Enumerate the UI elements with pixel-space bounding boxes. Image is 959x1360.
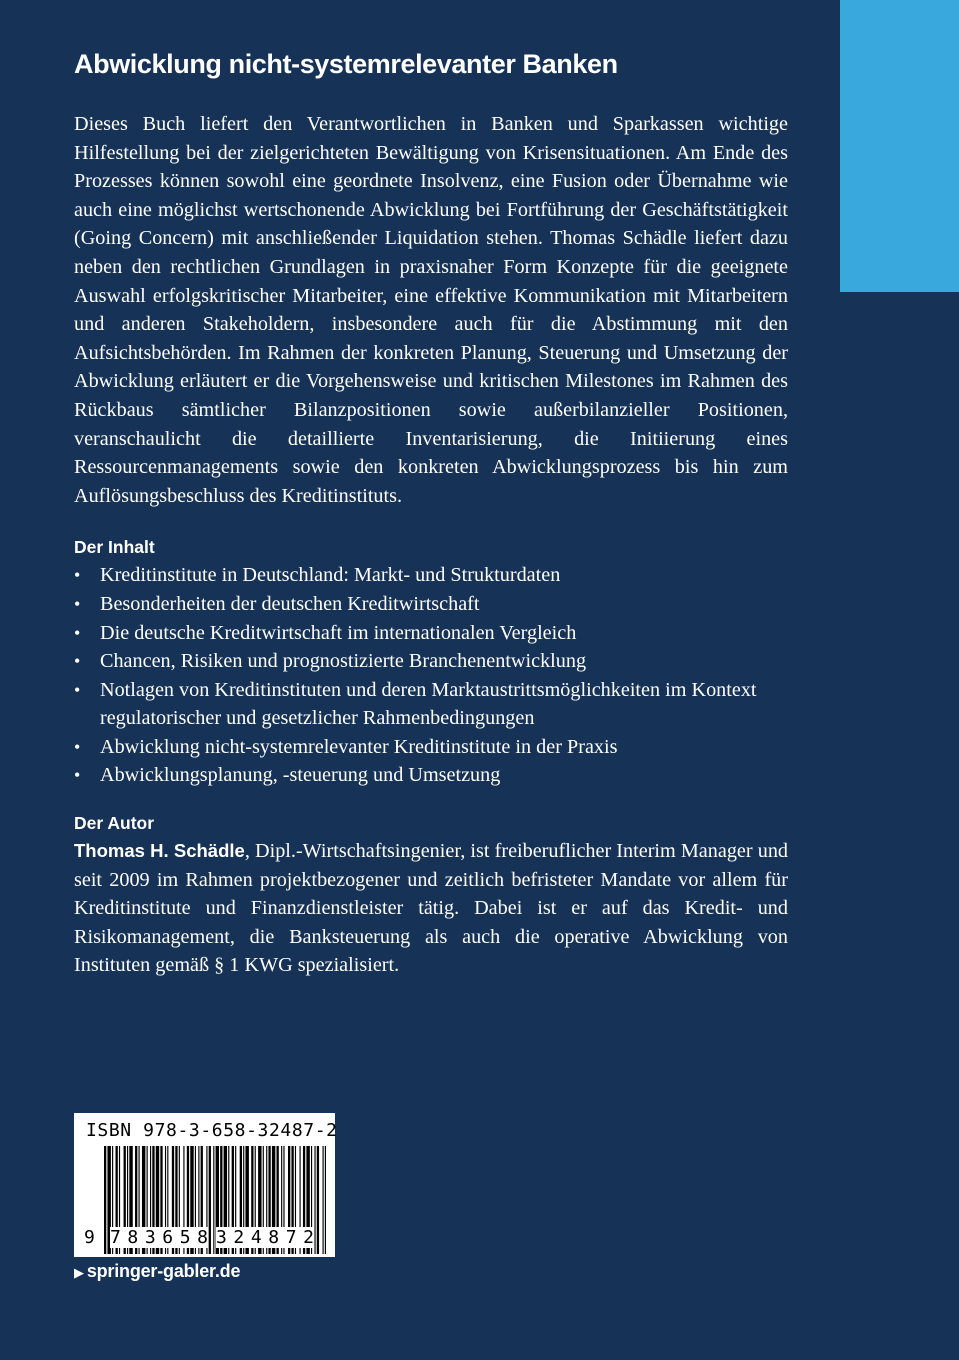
book-title: Abwicklung nicht-systemrelevanter Banken xyxy=(74,49,618,79)
ean-digit: 8 xyxy=(127,1227,139,1248)
accent-bar xyxy=(840,0,959,292)
contents-list xyxy=(74,561,788,790)
barcode-bar xyxy=(209,1146,211,1254)
list-item: • Kreditinstitute in Deutschland: Markt- und Strukturdaten xyxy=(74,561,788,590)
ean-left-digits xyxy=(110,1227,208,1248)
author-name: Thomas H. Schädle xyxy=(74,840,245,862)
ean-digit: 2 xyxy=(303,1227,314,1248)
barcode-bar xyxy=(323,1146,324,1254)
list-item: • Die deutsche Kreditwirtschaft im internationalen Vergleich xyxy=(74,619,788,648)
ean-digit: 7 xyxy=(110,1227,121,1248)
list-item: • Abwicklungsplanung, -steuerung und Umsetzung xyxy=(74,761,788,790)
barcode-bar xyxy=(213,1146,214,1254)
ean-digit: 8 xyxy=(197,1227,208,1248)
ean-digit: 3 xyxy=(144,1227,156,1248)
ean-digit: 8 xyxy=(268,1227,280,1248)
barcode-bar xyxy=(317,1146,319,1254)
back-cover-content xyxy=(74,44,788,980)
ean-digit: 4 xyxy=(250,1227,262,1248)
list-item: • Chancen, Risiken und prognostizierte Branchenentwicklung xyxy=(74,647,788,676)
isbn-label: ISBN 978-3-658-32487-2 xyxy=(86,1120,338,1141)
barcode-bar xyxy=(104,1146,106,1254)
triangle-right-icon: ▶ xyxy=(74,1265,84,1280)
isbn-barcode xyxy=(74,1113,338,1257)
ean-digit: 7 xyxy=(285,1227,297,1248)
publisher-website[interactable] xyxy=(74,1261,240,1282)
ean-digit: 2 xyxy=(233,1227,245,1248)
barcode-bar xyxy=(314,1146,315,1254)
ean-digit: 5 xyxy=(179,1227,191,1248)
website-text: springer-gabler.de xyxy=(86,1261,241,1281)
ean-digit: 3 xyxy=(216,1227,227,1248)
author-heading: Der Autor xyxy=(74,813,155,834)
list-item: • Abwicklung nicht-systemrelevanter Kreditinstitute in der Praxis xyxy=(74,733,788,762)
contents-heading: Der Inhalt xyxy=(74,537,155,558)
book-description: Dieses Buch liefert den Verantwortlichen in Banken und Sparkassen wichtige Hilfestellung bei der zielgerichteten Bewältigung von Krisensituationen. Am Ende des Prozesses können sowohl eine geordnete Insolvenz, eine Fusion oder Übernahme wie auch eine möglichst wertschonende Abwicklung bei Fortführung der Geschäftstätigkeit (Going Concern) mit anschließender Liquidation stehen. Thomas Schädle liefert dazu neben den rechtlichen Grundlagen in praxisnaher Form Konzepte für die geeignete Auswahl erfolgskritischer Mitarbeiter, eine effektive Kommunikation mit Mitarbeitern und anderen Stakeholdern, insbesondere auch für die Abstimmung mit den Aufsichtsbehörden. Im Rahmen der konkreten Planung, Steuerung und Umsetzung der Abwicklung erläutert er die Vorgehensweise und kritischen Milestones im Rahmen des Rückbaus sämtlicher Bilanzpositionen sowie außerbilanzieller Positionen, veranschaulicht die detaillierte Inventarisierung, die Initiierung eines Ressourcenmanagements sowie den konkreten Abwicklungsprozess bis hin zum Auflösungsbeschluss des Kreditinstituts. xyxy=(74,113,788,507)
barcode-bar xyxy=(325,1146,326,1254)
ean-right-digits xyxy=(216,1227,314,1248)
ean-digit: 6 xyxy=(162,1227,174,1248)
author-bio-text: , Dipl.-Wirtschaftsingenier, ist freiberuflicher Interim Manager und seit 2009 im Rahmen projektbezogener und zeitlich befristeter Mandate vor allem für Kreditinstitute und Finanzdienstleister tätig. Dabei ist er auf das Kredit- und Risikomanagement, die Banksteuerung als auch die operative Abwicklung von Instituten gemäß § 1 KWG spezialisiert. xyxy=(74,840,789,977)
ean-first-digit: 9 xyxy=(84,1227,95,1248)
author-bio xyxy=(74,837,788,980)
list-item: • Besonderheiten der deutschen Kreditwirtschaft xyxy=(74,590,788,619)
list-item: • Notlagen von Kreditinstituten und deren Marktaustrittsmöglichkeiten im Kontext regulatorischer und gesetzlicher Rahmenbedingungen xyxy=(74,676,788,733)
